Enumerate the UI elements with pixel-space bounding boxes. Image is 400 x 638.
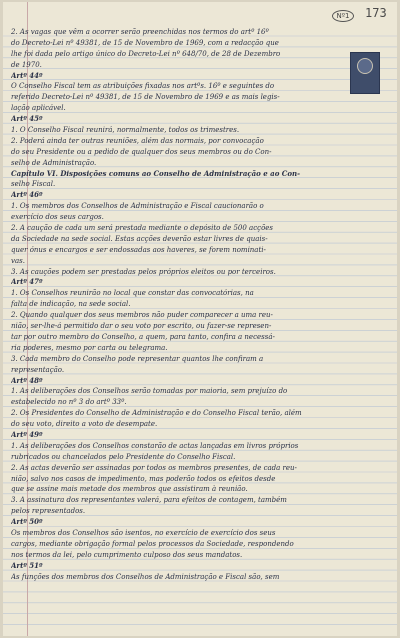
text-line: lhe foi dada pelo artigo único do Decreto-Lei nº 648/70, de 28 de Dezembro: [11, 49, 281, 58]
text-line: 2. As vagas que vêm a ocorrer serão preenchidas nos termos do artº 16º: [11, 28, 269, 36]
text-line: selho Fiscal.: [11, 180, 56, 189]
text-line: Artº 50º: [11, 517, 43, 527]
text-line: rubricados ou chancelados pelo Presidente do Conselho Fiscal.: [11, 452, 236, 461]
text-line: pelos representados.: [11, 507, 86, 516]
text-line: lação aplicável.: [11, 104, 66, 113]
marginal-mark: Nº1: [332, 10, 354, 22]
text-line: Artº 44º: [11, 70, 43, 80]
page-number: 173: [365, 6, 387, 20]
text-line: nião, ser-lhe-á permitido dar o seu voto por escrito, ou fazer-se represen-: [11, 322, 272, 331]
text-line: 2. Os Presidentes do Conselho de Administração e do Conselho Fiscal terão, além: [11, 409, 302, 418]
text-line: 1. Os membros dos Conselhos de Administração e Fiscal caucionarão o: [11, 202, 264, 211]
text-line: 2. As actas deverão ser assinadas por todos os membros presentes, de cada reu-: [11, 463, 297, 472]
document-page: [3, 2, 397, 636]
text-line: representação.: [11, 365, 65, 374]
text-line: 1. As deliberações dos Conselhos serão tomadas por maioria, sem prejuízo do: [11, 387, 288, 396]
text-line: 3. As cauções podem ser prestadas pelos próprios eleitos ou por terceiros.: [11, 267, 276, 276]
text-line: 3. Cada membro do Conselho pode representar quantos lhe confiram a: [11, 354, 264, 363]
text-line: cargos, mediante obrigação formal pelos processos da Sociedade, respondendo: [11, 539, 294, 548]
text-line: nião, salvo nos casos de impedimento, mas poderão todos os efeitos desde: [11, 474, 276, 483]
text-line: da Sociedade na sede social. Estas acções deverão estar livres de quais-: [11, 234, 268, 243]
text-line: exercício dos seus cargos.: [11, 213, 104, 222]
text-line: Artº 48º: [11, 375, 43, 385]
text-line: Capítulo VI. Disposições comuns ao Conselho de Administração e ao Con-: [11, 168, 301, 178]
text-line: nos termos da lei, pelo cumprimento culposo dos seus mandatos.: [11, 550, 243, 559]
text-line: do seu voto, direito a voto de desempate.: [11, 420, 158, 429]
text-line: 2. Poderá ainda ter outras reuniões, além das normais, por convocação: [11, 136, 264, 145]
text-line: 1. As deliberações dos Conselhos constarão de actas lançadas em livros próprios: [11, 441, 299, 450]
text-line: 2. A caução de cada um será prestada mediante o depósito de 500 acções: [11, 224, 274, 233]
text-line: Artº 47º: [11, 277, 43, 287]
text-line: selho de Administração.: [11, 158, 97, 167]
text-line: Artº 45º: [11, 114, 43, 124]
text-line: 3. A assinatura dos representantes valerá, para efeitos de contagem, também: [11, 496, 287, 505]
text-line: que se assine mais metade dos membros que assistiram à reunião.: [11, 485, 248, 494]
text-line: O Conselho Fiscal tem as atribuições fixadas nos artºs. 16º e seguintes do: [11, 82, 275, 91]
text-line: Artº 46º: [11, 190, 43, 200]
text-line: tar por outro membro do Conselho, a quem, para tanto, confira a necessá-: [11, 332, 275, 341]
text-line: vas.: [11, 256, 25, 265]
text-line: Artº 49º: [11, 429, 43, 439]
text-line: do Decreto-Lei nº 49381, de 15 de Novembro de 1969, com a redacção que: [11, 38, 279, 47]
text-line: 1. Os Conselhos reunirão no local que constar das convocatórias, na: [11, 289, 254, 298]
text-line: 1. O Conselho Fiscal reunirá, normalmente, todos os trimestres.: [11, 126, 240, 135]
text-line: Os membros dos Conselhos são isentos, no exercício de exercício dos seus: [11, 528, 276, 537]
text-line: de 1970.: [11, 60, 42, 69]
text-line: Artº 51º: [11, 560, 43, 570]
text-line: ria poderes, mesmo por carta ou telegrama.: [11, 343, 168, 352]
handwritten-text-body: [11, 27, 365, 582]
text-line: estabelecido no nº 3 do artº 33º.: [11, 398, 127, 407]
text-line: As funções dos membros dos Conselhos de Administração e Fiscal são, sem: [11, 572, 280, 581]
text-line: 2. Quando qualquer dos seus membros não puder comparecer a uma reu-: [11, 311, 273, 320]
text-line: referido Decreto-Lei nº 49381, de 15 de Novembro de 1969 e as mais legis-: [11, 93, 280, 102]
text-line: do seu Presidente ou a pedido de qualquer dos seus membros ou do Con-: [11, 147, 272, 156]
text-line: quer ónus e encargos e ser endossadas aos haveres, se forem nominati-: [11, 245, 266, 254]
text-line: falta de indicação, na sede social.: [11, 300, 131, 309]
